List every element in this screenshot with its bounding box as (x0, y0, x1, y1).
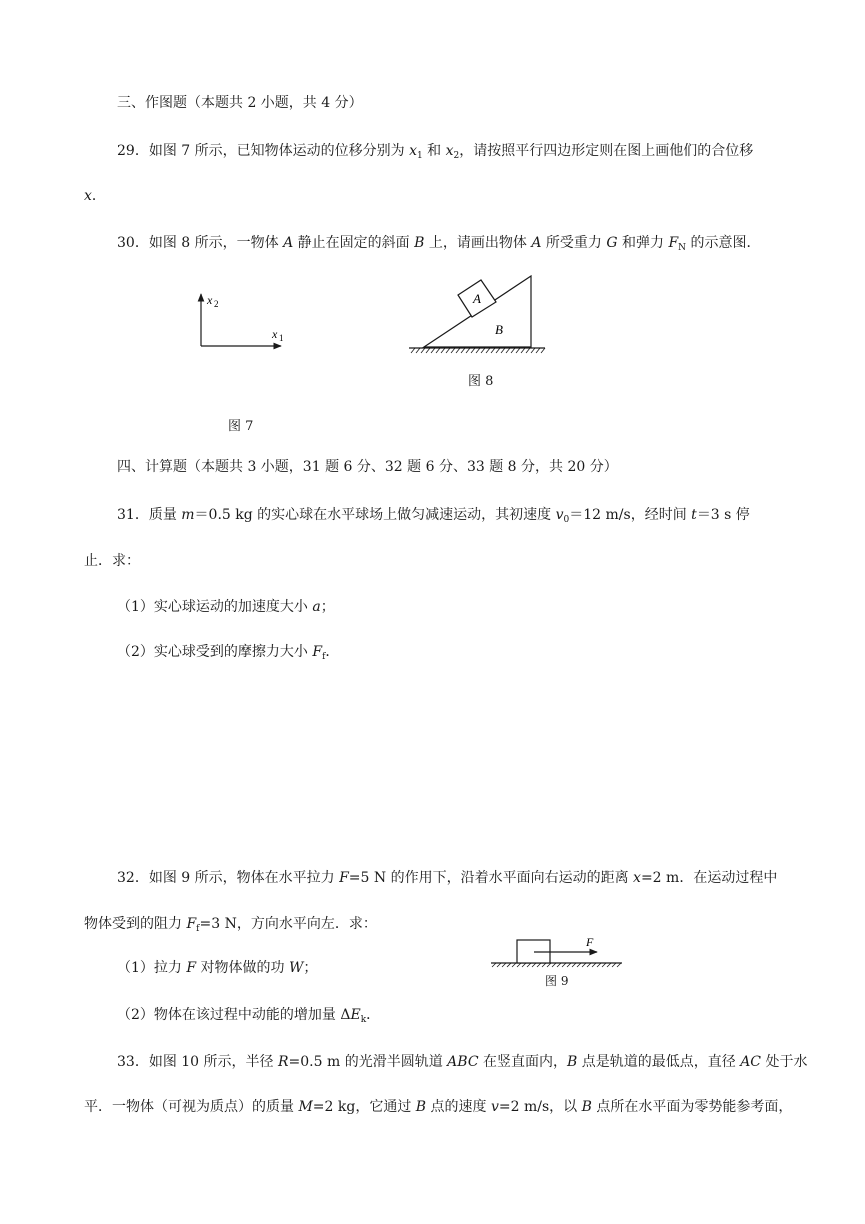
figure-7-caption: 图 7 (228, 419, 254, 434)
q32-line-1: 32．如图 9 所示，物体在水平拉力 F=5 N 的作用下，沿着水平面向右运动的距离 x=2 m．在运动过程中 (117, 870, 778, 886)
section-3-heading: 三、作图题（本题共 2 小题，共 4 分） (117, 95, 363, 111)
q30-text: 30．如图 8 所示，一物体 A 静止在固定的斜面 B 上，请画出物体 A 所受重力 G 和弹力 $F_N$ 的示意图． (117, 235, 761, 253)
q33-line-2: 平．一物体（可视为质点）的质量 M=2 kg，它通过 B 点的速度 v=2 m/s，以 B 点所在水平面为零势能参考面， (84, 1099, 793, 1115)
q32-part-1: （1）拉力 F 对物体做的功 W； (117, 960, 318, 976)
q32-line-2: 物体受到的阻力 $F_f=3$ N，方向水平向左．求： (84, 916, 377, 934)
q33-line-1: 33．如图 10 所示，半径 R=0.5 m 的光滑半圆轨道 ABC 在竖直面内，B 点是轨道的最低点，直径 AC 处于水 (117, 1054, 808, 1070)
incline-b-label: B (495, 322, 503, 337)
q29-line-2: x． (84, 188, 106, 204)
q31-part-2: （2）实心球受到的摩擦力大小 $F_f$． (117, 644, 340, 662)
q29-line-1: 29．如图 7 所示，已知物体运动的位移分别为 $x_1$ 和 $x_2$，请按照平行四边形定则在图上画他们的合位移 (117, 143, 754, 161)
figure-9-caption: 图 9 (545, 974, 569, 988)
x2-subscript: 2 (214, 299, 219, 309)
figure-8-caption: 图 8 (468, 374, 494, 389)
q31-part-1: （1）实心球运动的加速度大小 a； (117, 599, 335, 615)
x1-label: x (272, 327, 278, 341)
q31-line-2: 止．求： (84, 553, 140, 569)
q32-part-2: （2）物体在该过程中动能的增加量 $\Delta E_k$． (117, 1007, 381, 1025)
force-label: F (586, 935, 594, 949)
block-a-label: A (473, 291, 481, 306)
x2-label: x (207, 293, 213, 307)
section-4-heading: 四、计算题（本题共 3 小题，31 题 6 分、32 题 6 分、33 题 8 分，共 20 分） (117, 459, 618, 475)
q31-line-1: 31．质量 m＝0.5 kg 的实心球在水平球场上做匀减速运动，其初速度 $v_0=12$ m/s，经时间 t＝3 s 停 (117, 507, 750, 525)
x1-subscript: 1 (279, 333, 284, 343)
